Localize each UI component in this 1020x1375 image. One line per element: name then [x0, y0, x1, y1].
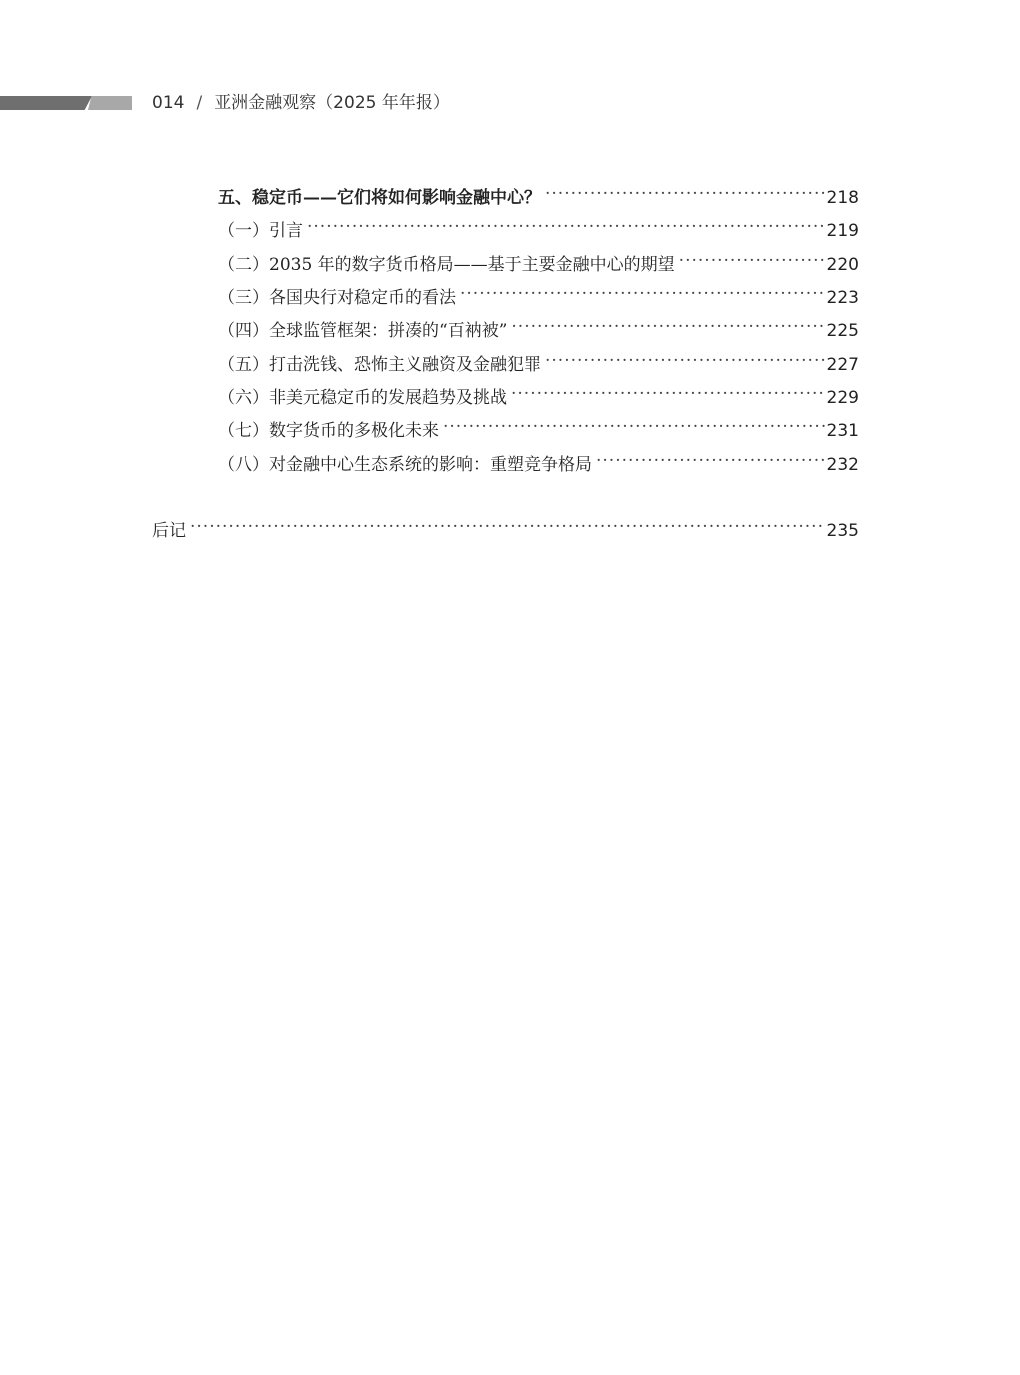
- header-page-number: 014: [152, 93, 185, 113]
- toc-leader-dots: [190, 508, 825, 536]
- toc-entry-section-5[interactable]: [218, 175, 859, 208]
- toc-entry-title: （六）非美元稳定币的发展趋势及挑战: [218, 388, 507, 408]
- header-book-title: 亚洲金融观察（2025 年年报）: [214, 93, 450, 113]
- toc-entry-subsection-1[interactable]: [218, 208, 859, 241]
- toc-entry-page: 219: [826, 221, 859, 241]
- toc-entry-title: （四）全球监管框架：拼凑的“百衲被”: [218, 321, 508, 341]
- toc-leader-dots: [511, 308, 824, 336]
- toc-entry-subsection-6[interactable]: [218, 375, 859, 408]
- toc-entry-title: （七）数字货币的多极化未来: [218, 421, 439, 441]
- toc-entry-page: 225: [826, 321, 859, 341]
- toc-entry-title: （二）2035 年的数字货币格局——基于主要金融中心的期望: [218, 255, 675, 275]
- header-bar-dark: [0, 96, 92, 110]
- toc-entry-title: 五、稳定币——它们将如何影响金融中心？: [218, 188, 541, 208]
- toc-entry-title: 后记: [152, 521, 186, 541]
- toc-leader-dots: [679, 242, 825, 270]
- toc-leader-dots: [545, 175, 825, 203]
- toc-entry-title: （八）对金融中心生态系统的影响：重塑竞争格局: [218, 455, 592, 475]
- toc-leader-dots: [545, 342, 825, 370]
- toc-leader-dots: [511, 375, 825, 403]
- toc-entry-subsection-5[interactable]: [218, 342, 859, 375]
- toc-entry-page: 220: [826, 255, 859, 275]
- toc-entry-subsection-7[interactable]: [218, 408, 859, 441]
- toc-entry-page: 227: [826, 355, 859, 375]
- toc-leader-dots: [443, 408, 825, 436]
- toc-entry-title: （三）各国央行对稳定币的看法: [218, 288, 456, 308]
- toc-entry-page: 235: [826, 521, 859, 541]
- toc-entry-afterword[interactable]: [152, 508, 859, 541]
- toc-entry-page: 232: [826, 455, 859, 475]
- toc-leader-dots: [596, 442, 825, 470]
- toc-entry-subsection-3[interactable]: [218, 275, 859, 308]
- toc-entry-page: 218: [826, 188, 859, 208]
- toc-entry-subsection-8[interactable]: [218, 442, 859, 475]
- running-header: [152, 90, 450, 116]
- toc-entry-page: 223: [826, 288, 859, 308]
- toc-leader-dots: [460, 275, 825, 303]
- toc-entry-subsection-2[interactable]: [218, 242, 859, 275]
- toc-entry-page: 229: [826, 388, 859, 408]
- header-bar-light: [88, 96, 132, 110]
- toc-entry-page: 231: [826, 421, 859, 441]
- toc-entry-title: （一）引言: [218, 221, 303, 241]
- toc-entry-subsection-4[interactable]: [218, 308, 859, 341]
- toc-leader-dots: [307, 208, 825, 236]
- header-separator: /: [196, 93, 203, 113]
- toc-entry-title: （五）打击洗钱、恐怖主义融资及金融犯罪: [218, 355, 541, 375]
